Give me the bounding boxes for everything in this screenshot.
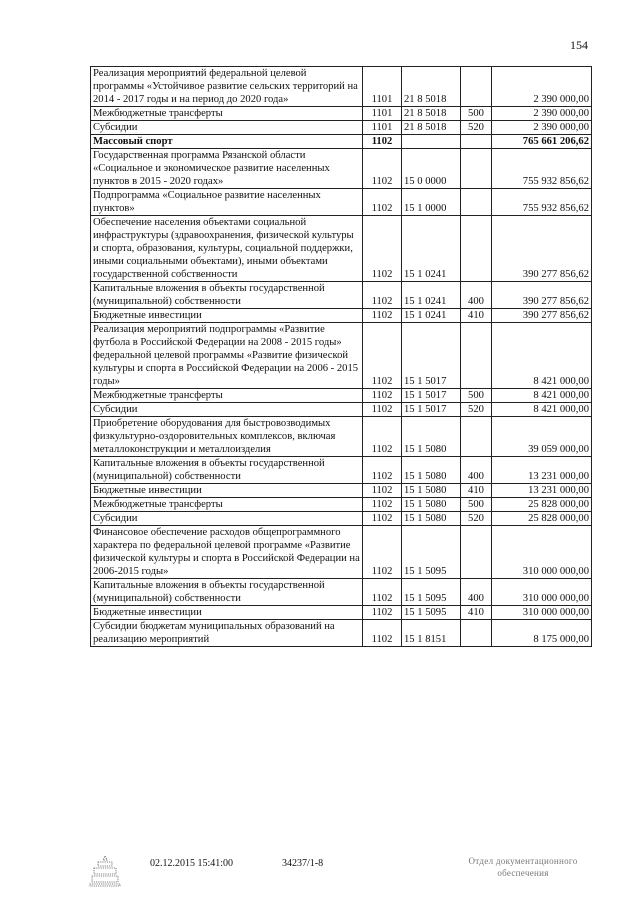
row-section: 1102 — [363, 498, 402, 512]
row-sum: 755 932 856,62 — [492, 189, 592, 216]
row-name: Приобретение оборудования для быстровозводимых физкультурно-оздоровительных комплексов, включая металлоконструкции и металлоизделия — [91, 417, 363, 457]
row-section: 1102 — [363, 417, 402, 457]
table-row — [91, 526, 592, 579]
row-target: 15 1 0000 — [402, 189, 461, 216]
page-number: 154 — [570, 38, 588, 52]
row-name: Обеспечение населения объектами социальной инфраструктуры (здравоохранения, физической культуры и спорта, образования, культуры, социальной поддержки, иными социальными объектами), иными объектами государственной собственности — [91, 216, 363, 282]
row-type — [461, 216, 492, 282]
row-target: 21 8 5018 — [402, 67, 461, 107]
footer-doc-number: 34237/1-8 — [282, 858, 324, 869]
row-type: 410 — [461, 606, 492, 620]
row-section: 1101 — [363, 107, 402, 121]
row-sum: 2 390 000,00 — [492, 107, 592, 121]
row-type: 500 — [461, 389, 492, 403]
table-row — [91, 67, 592, 107]
row-section: 1102 — [363, 579, 402, 606]
row-sum: 390 277 856,62 — [492, 282, 592, 309]
row-sum: 765 661 206,62 — [492, 135, 592, 149]
row-name: Капитальные вложения в объекты государственной (муниципальной) собственности — [91, 282, 363, 309]
row-sum: 2 390 000,00 — [492, 121, 592, 135]
table-row — [91, 216, 592, 282]
row-name: Финансовое обеспечение расходов общепрограммного характера по федеральной целевой программе «Развитие физической культуры и спорта в Российской Федерации на 2006-2015 годы» — [91, 526, 363, 579]
row-section: 1102 — [363, 620, 402, 647]
row-type — [461, 417, 492, 457]
row-type: 400 — [461, 282, 492, 309]
row-section: 1102 — [363, 216, 402, 282]
row-type: 400 — [461, 457, 492, 484]
row-type — [461, 135, 492, 149]
row-name: Капитальные вложения в объекты государственной (муниципальной) собственности — [91, 579, 363, 606]
table-row — [91, 512, 592, 526]
row-sum: 310 000 000,00 — [492, 526, 592, 579]
row-section: 1102 — [363, 323, 402, 389]
row-section: 1102 — [363, 484, 402, 498]
row-section: 1102 — [363, 403, 402, 417]
row-sum: 8 175 000,00 — [492, 620, 592, 647]
row-type: 520 — [461, 512, 492, 526]
table-row — [91, 620, 592, 647]
row-type: 500 — [461, 107, 492, 121]
row-name: Субсидии — [91, 403, 363, 417]
row-section: 1102 — [363, 149, 402, 189]
row-name: Реализация мероприятий подпрограммы «Развитие футбола в Российской Федерации на 2008 - 2015 годы» федеральной целевой программы «Развитие физической культуры и спорта в Российской Федерации на 2006 - 2015 годы» — [91, 323, 363, 389]
row-target: 21 8 5018 — [402, 107, 461, 121]
row-section: 1102 — [363, 606, 402, 620]
row-name: Субсидии — [91, 512, 363, 526]
table-row — [91, 135, 592, 149]
row-type: 410 — [461, 484, 492, 498]
row-sum: 755 932 856,62 — [492, 149, 592, 189]
budget-table-body — [91, 67, 592, 647]
row-type — [461, 189, 492, 216]
row-target: 15 1 5080 — [402, 512, 461, 526]
row-type — [461, 323, 492, 389]
row-name: Межбюджетные трансферты — [91, 498, 363, 512]
row-section: 1102 — [363, 512, 402, 526]
row-target: 21 8 5018 — [402, 121, 461, 135]
row-sum: 8 421 000,00 — [492, 323, 592, 389]
row-type — [461, 149, 492, 189]
row-type — [461, 526, 492, 579]
row-sum: 310 000 000,00 — [492, 606, 592, 620]
row-section: 1101 — [363, 67, 402, 107]
table-row — [91, 309, 592, 323]
row-target: 15 1 8151 — [402, 620, 461, 647]
row-type: 400 — [461, 579, 492, 606]
table-row — [91, 484, 592, 498]
row-type: 410 — [461, 309, 492, 323]
table-row — [91, 579, 592, 606]
row-name: Бюджетные инвестиции — [91, 606, 363, 620]
row-section: 1102 — [363, 309, 402, 323]
row-section: 1102 — [363, 457, 402, 484]
row-type — [461, 620, 492, 647]
row-section: 1102 — [363, 526, 402, 579]
row-sum: 390 277 856,62 — [492, 216, 592, 282]
row-section: 1102 — [363, 389, 402, 403]
row-type: 520 — [461, 121, 492, 135]
row-target: 15 1 5017 — [402, 403, 461, 417]
row-target: 15 1 0241 — [402, 216, 461, 282]
printer-stamp-icon — [88, 854, 122, 888]
table-row — [91, 498, 592, 512]
table-row — [91, 403, 592, 417]
row-target: 15 1 0241 — [402, 309, 461, 323]
row-sum: 39 059 000,00 — [492, 417, 592, 457]
row-target — [402, 135, 461, 149]
footer-datetime: 02.12.2015 15:41:00 — [150, 858, 234, 869]
table-row — [91, 417, 592, 457]
row-target: 15 1 5080 — [402, 417, 461, 457]
row-target: 15 1 5095 — [402, 579, 461, 606]
row-target: 15 0 0000 — [402, 149, 461, 189]
row-section: 1102 — [363, 282, 402, 309]
row-name: Бюджетные инвестиции — [91, 484, 363, 498]
row-sum: 13 231 000,00 — [492, 457, 592, 484]
row-target: 15 1 5095 — [402, 606, 461, 620]
row-name: Капитальные вложения в объекты государственной (муниципальной) собственности — [91, 457, 363, 484]
table-row — [91, 389, 592, 403]
row-sum: 25 828 000,00 — [492, 498, 592, 512]
footer-department: Отдел документационного обеспечения — [468, 856, 578, 878]
table-row — [91, 457, 592, 484]
table-row — [91, 323, 592, 389]
row-target: 15 1 0241 — [402, 282, 461, 309]
row-name: Подпрограмма «Социальное развитие населенных пунктов» — [91, 189, 363, 216]
row-name: Государственная программа Рязанской области «Социальное и экономическое развитие населенных пунктов в 2015 - 2020 годах» — [91, 149, 363, 189]
row-target: 15 1 5080 — [402, 457, 461, 484]
row-name: Межбюджетные трансферты — [91, 107, 363, 121]
row-section: 1102 — [363, 135, 402, 149]
row-type: 520 — [461, 403, 492, 417]
row-name: Субсидии бюджетам муниципальных образований на реализацию мероприятий — [91, 620, 363, 647]
row-sum: 8 421 000,00 — [492, 389, 592, 403]
table-row — [91, 121, 592, 135]
row-sum: 25 828 000,00 — [492, 512, 592, 526]
row-target: 15 1 5017 — [402, 323, 461, 389]
row-name: Бюджетные инвестиции — [91, 309, 363, 323]
table-row — [91, 606, 592, 620]
row-target: 15 1 5017 — [402, 389, 461, 403]
row-sum: 390 277 856,62 — [492, 309, 592, 323]
row-target: 15 1 5095 — [402, 526, 461, 579]
row-name: Массовый спорт — [91, 135, 363, 149]
row-sum: 13 231 000,00 — [492, 484, 592, 498]
row-target: 15 1 5080 — [402, 484, 461, 498]
row-target: 15 1 5080 — [402, 498, 461, 512]
row-section: 1101 — [363, 121, 402, 135]
row-name: Межбюджетные трансферты — [91, 389, 363, 403]
table-row — [91, 189, 592, 216]
row-name: Субсидии — [91, 121, 363, 135]
row-sum: 2 390 000,00 — [492, 67, 592, 107]
row-type — [461, 67, 492, 107]
budget-table — [90, 66, 592, 647]
table-row — [91, 107, 592, 121]
row-sum: 310 000 000,00 — [492, 579, 592, 606]
row-sum: 8 421 000,00 — [492, 403, 592, 417]
row-section: 1102 — [363, 189, 402, 216]
row-type: 500 — [461, 498, 492, 512]
row-name: Реализация мероприятий федеральной целевой программы «Устойчивое развитие сельских территорий на 2014 - 2017 годы и на период до 2020 года» — [91, 67, 363, 107]
table-row — [91, 282, 592, 309]
table-row — [91, 149, 592, 189]
